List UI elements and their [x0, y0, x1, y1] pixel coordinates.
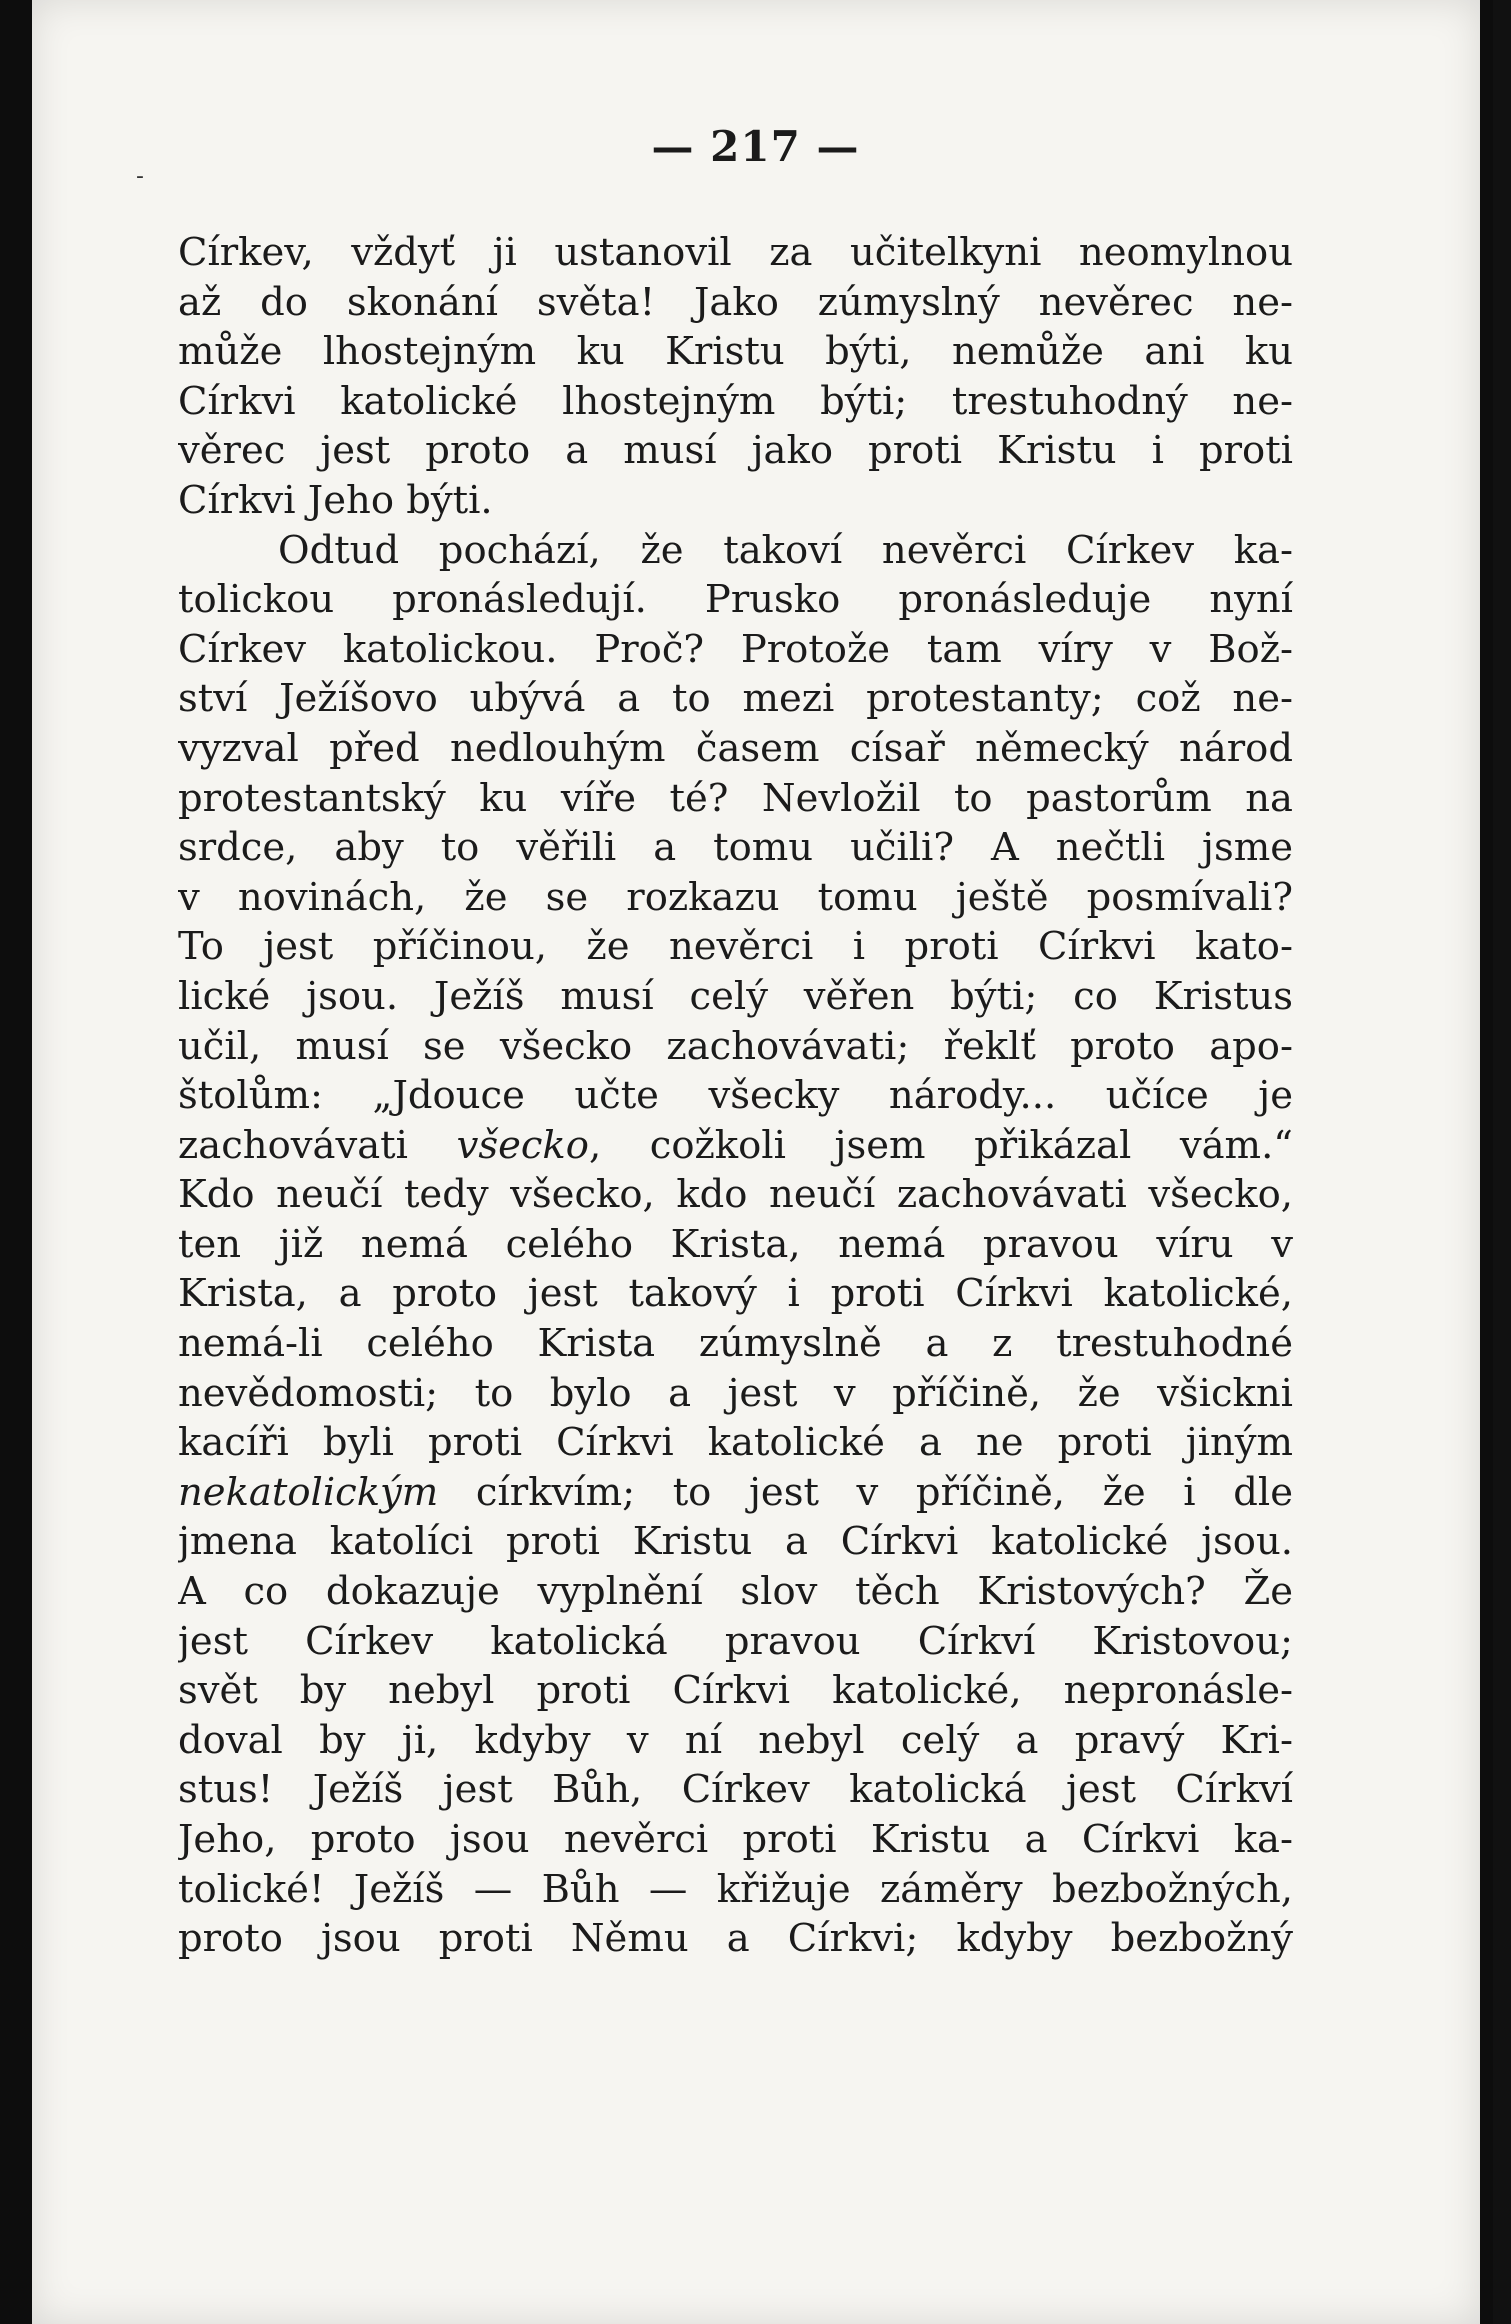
text-line	[178, 575, 1293, 625]
text-run: Kdo neučí tedy všecko, kdo neučí zachovávati všecko,	[178, 1172, 1293, 1218]
text-line	[178, 774, 1293, 824]
body-text	[178, 228, 1293, 1964]
text-line	[178, 377, 1293, 427]
text-run: až do skonání světa! Jako zúmyslný nevěrec ne-	[178, 279, 1293, 325]
italic-text: všecko	[456, 1122, 589, 1168]
italic-text: nekatolickým	[178, 1469, 439, 1515]
page-number: — 217 —	[651, 122, 860, 171]
margin-mark: ‑	[136, 164, 144, 189]
text-line	[178, 1220, 1293, 1270]
text-line	[178, 1269, 1293, 1319]
text-line	[178, 674, 1293, 724]
text-run: Odtud pochází, že takoví nevěrci Církev ka-	[278, 527, 1293, 573]
text-line	[178, 278, 1293, 328]
text-run: Církvi Jeho býti.	[178, 477, 493, 523]
text-line	[178, 922, 1293, 972]
text-line	[178, 1517, 1293, 1567]
text-run: nemá-li celého Krista zúmyslně a z trestuhodné	[178, 1321, 1293, 1367]
text-run: v novinách, že se rozkazu tomu ještě posmívali?	[178, 874, 1293, 920]
text-line	[178, 1914, 1293, 1964]
text-run: vyzval před nedlouhým časem císař německý národ	[178, 725, 1293, 771]
text-run: ten již nemá celého Krista, nemá pravou víru v	[178, 1221, 1293, 1267]
text-line	[178, 426, 1293, 476]
text-run: proto jsou proti Němu a Církvi; kdyby bezbožný	[178, 1916, 1293, 1962]
text-run: A co dokazuje vyplnění slov těch Kristových? Že	[178, 1569, 1293, 1615]
text-line	[178, 1567, 1293, 1617]
text-run: může lhostejným ku Kristu býti, nemůže ani ku	[178, 329, 1293, 375]
text-line	[178, 1468, 1293, 1518]
text-run: lické jsou. Ježíš musí celý věřen býti; co Kristus	[178, 973, 1293, 1019]
text-line	[178, 1071, 1293, 1121]
text-run: , cožkoli jsem přikázal vám.“	[588, 1122, 1293, 1168]
text-run: protestantský ku víře té? Nevložil to pastorům na	[178, 775, 1293, 821]
text-line	[178, 1815, 1293, 1865]
text-run: věrec jest proto a musí jako proti Kristu i proti	[178, 428, 1293, 474]
text-line	[178, 1319, 1293, 1369]
text-run: nevědomosti; to bylo a jest v příčině, že všickni	[178, 1370, 1293, 1416]
text-run: učil, musí se všecko zachovávati; řeklť proto apo-	[178, 1023, 1293, 1069]
text-line	[178, 1418, 1293, 1468]
text-run: kacíři byli proti Církvi katolické a ne proti jiným	[178, 1420, 1293, 1466]
text-line	[178, 476, 1293, 526]
text-line	[178, 972, 1293, 1022]
text-run: Jeho, proto jsou nevěrci proti Kristu a Církvi ka-	[178, 1817, 1293, 1862]
text-line	[178, 1716, 1293, 1766]
text-line	[178, 724, 1293, 774]
text-run: Církev, vždyť ji ustanovil za učitelkyni neomylnou	[178, 230, 1293, 275]
text-line	[178, 526, 1293, 576]
text-run: tolické! Ježíš — Bůh — křižuje záměry bezbožných,	[178, 1866, 1293, 1912]
text-line	[178, 1666, 1293, 1716]
text-line	[178, 1369, 1293, 1419]
text-run: štolům: „Jdouce učte všecky národy... učíce je	[178, 1073, 1293, 1119]
text-run: ství Ježíšovo ubývá a to mezi protestanty; což ne-	[178, 676, 1293, 722]
text-run: stus! Ježíš jest Bůh, Církev katolická jest Církví	[178, 1767, 1293, 1813]
text-line	[178, 625, 1293, 675]
text-line	[178, 1170, 1293, 1220]
text-line	[178, 228, 1293, 278]
text-run: svět by nebyl proti Církvi katolické, nepronásle-	[178, 1668, 1293, 1714]
scan-border	[1493, 0, 1511, 2324]
text-run: Církvi katolické lhostejným býti; trestuhodný ne-	[178, 378, 1293, 424]
text-line	[178, 873, 1293, 923]
text-line	[178, 1121, 1293, 1171]
text-run: To jest příčinou, že nevěrci i proti Církvi kato-	[178, 924, 1293, 970]
text-run: Krista, a proto jest takový i proti Církvi katolické,	[178, 1271, 1293, 1317]
text-run: tolickou pronásledují. Prusko pronásleduje nyní	[178, 577, 1293, 623]
text-line	[178, 1765, 1293, 1815]
text-run: zachovávati	[178, 1122, 457, 1168]
text-line	[178, 1617, 1293, 1667]
text-line	[178, 1865, 1293, 1915]
text-run: jmena katolíci proti Kristu a Církvi katolické jsou.	[178, 1519, 1293, 1565]
text-line	[178, 1022, 1293, 1072]
text-run: srdce, aby to věřili a tomu učili? A nečtli jsme	[178, 825, 1293, 871]
text-run: Církev katolickou. Proč? Protože tam víry v Bož-	[178, 626, 1293, 672]
text-line	[178, 327, 1293, 377]
text-run: církvím; to jest v příčině, že i dle	[438, 1469, 1293, 1515]
text-run: doval by ji, kdyby v ní nebyl celý a pravý Kri-	[178, 1717, 1293, 1763]
text-run: jest Církev katolická pravou Církví Kristovou;	[178, 1618, 1293, 1664]
text-line	[178, 823, 1293, 873]
